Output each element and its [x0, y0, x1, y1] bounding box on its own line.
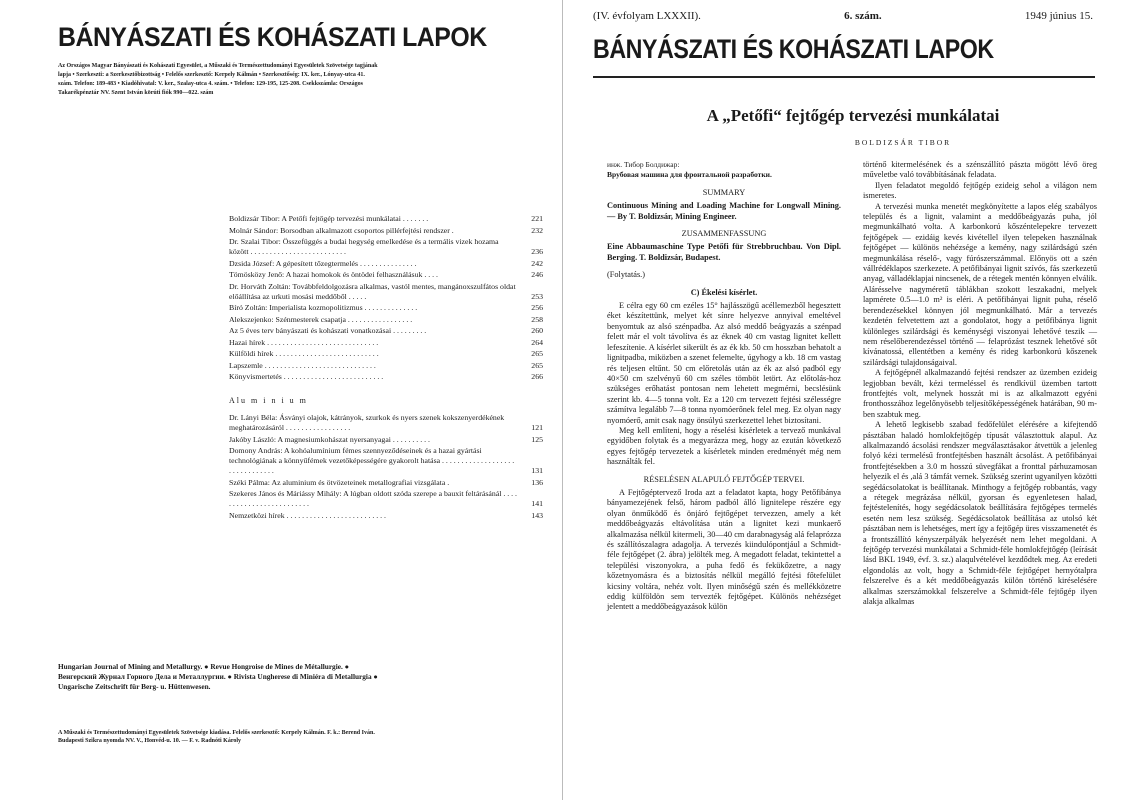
aluminium-toc-entry	[229, 435, 543, 445]
toc-entry-page: 221	[531, 214, 543, 223]
toc-entry-title: Tömösközy Jenő: A hazai homokok és öntödei felhasználásuk . . . .	[229, 270, 438, 279]
toc-entry-page: 143	[531, 510, 543, 520]
issue-date: 1949 június 15.	[1024, 10, 1093, 22]
summary-heading: SUMMARY	[702, 187, 746, 197]
zusammen-text: Eine Abbaumaschine Type Petőfi für Strebbruchbau. Von Dipl. Berging. T. Boldizsár, Budapest.	[607, 242, 841, 262]
section-res-heading: RÉSELÉSEN ALAPULÓ FEJTŐGÉP TERVEI.	[643, 474, 805, 484]
toc-entry-title: Alekszejenko: Szénmesterek csapatja . . . . . . . . . . . . . . . . .	[229, 314, 413, 324]
toc-entry	[229, 303, 543, 313]
col2-paragraph-1: Ilyen feladatot megoldó fejtőgép ezideig sehol a világon nem ismeretes.	[863, 180, 1097, 201]
toc-entry-title: Boldizsár Tibor: A Petőfi fejtőgép tervezési munkálatai . . . . . . .	[229, 214, 429, 223]
toc-entry-title: Domony András: A kohóalumínium fémes szennyeződéseinek és a hazai gyártási technológiának a könnyűfémek vezetőképességére gyakorolt hatása . . . . . . . . . . . . . . . . . . . . . . . . . . . . . . .	[229, 446, 515, 475]
toc-entry-title: Hazai hírek . . . . . . . . . . . . . . . . . . . . . . . . . . . . .	[229, 337, 379, 347]
col2-lead: történő kitermelésének és a szénszállító pászta mögött lévő öreg műveletbe való továbbításának feladata.	[863, 160, 1097, 180]
aluminium-toc-entry	[229, 446, 543, 476]
summary-text: Continuous Mining and Loading Machine for Longwall Mining. — By T. Boldizsár, Mining Engineer.	[607, 201, 841, 221]
toc-entry-page: 256	[531, 303, 543, 312]
left-page	[0, 0, 561, 800]
toc-entry	[229, 349, 543, 359]
toc-entry-page: 136	[531, 477, 543, 487]
continuation-note: (Folytatás.)	[607, 270, 646, 280]
toc-entry-page: 266	[531, 372, 543, 381]
article-author: BOLDIZSÁR TIBOR	[854, 138, 952, 147]
masthead-rule	[593, 76, 1095, 78]
russian-title: Врубовая машина для фронтальной разработки.	[607, 170, 772, 180]
col1-paragraph-3: A Fejtőgéptervező Iroda azt a feladatot kapta, hogy Petőfibánya bányamezejének felső, három padból álló lignitelepe részére egy olyan önműködő és önjáró fejtőgépet tervezzen, amely a két meddőbeágyazás eltávolítása után a lignitet kezi munkaerő alkalmazása nélkül kitermeli, 30—40 cm darabnagyság alá felaprózza és szállítószalagra adagolja. A tervezés kiindulópontjául a Schmidt-féle fejtőgépet (2. ábra) jelölték meg. A megadott feladat, tekintettel a települési viszonyokra, a puha fedő és fekükőzetre, a nagy kőzetnyomásra és a biztosítás nélkül megálló fejtési főtefelület kicsiny voltára, nehéz volt. Ilyen minőségű szén és mellékközetre eddig külföldön sem tervezték fejtőgépet. Különös nehézséget jelentett a meddőbeágyazások külön	[607, 487, 841, 612]
toc-entry-page: 265	[531, 360, 543, 370]
toc-entry-page: 264	[531, 337, 543, 347]
toc-entry-title: Dzsida József: A gépesített tőzegtermelés . . . . . . . . . . . . . . .	[229, 258, 417, 268]
article-column-1	[607, 160, 841, 613]
section-c-heading: C) Ékelési kísérlet.	[690, 287, 758, 297]
toc-entry	[229, 372, 543, 382]
russian-author: инж. Тибор Болдижар:	[607, 160, 680, 169]
toc-entry-page: 242	[531, 258, 543, 268]
page-header	[593, 10, 1093, 22]
toc-entry-page: 232	[531, 225, 543, 235]
toc-entry	[229, 226, 543, 236]
aluminium-toc-entry	[229, 511, 543, 521]
aluminium-heading: Alu m i n i u m	[229, 396, 308, 405]
toc-entry-page: 121	[531, 423, 543, 432]
toc-entry	[229, 361, 543, 371]
article-column-2	[863, 160, 1097, 607]
toc-entry-page: 236	[531, 247, 543, 256]
toc-entry	[229, 237, 543, 257]
right-masthead: BÁNYÁSZATI ÉS KOHÁSZATI LAPOK	[593, 34, 994, 64]
toc-entry	[229, 326, 543, 336]
toc-entry-title: Az 5 éves terv bányászati és kohászati vonatkozásai . . . . . . . . .	[229, 326, 427, 335]
aluminium-toc-entry	[229, 413, 543, 433]
toc-entry-title: Bíró Zoltán: Imperialista kozmopolitizmus . . . . . . . . . . . . . .	[229, 303, 418, 312]
toc-entry-title: Dr. Horváth Zoltán: Továbbfeldolgozásra alkalmas, vastól mentes, mangánoxszulfátos oldat előállítása az urkuti mosási meddőből . . . . .	[229, 281, 516, 301]
foreign-titles: Hungarian Journal of Mining and Metallurgy. ● Revue Hongroise de Mines de Métallurgie. ● Венгерский Журнал Горного Дела и Металлургии. ● Rivista Ungherese di Miniéra di Metallurgia ● Ungarische Zeitschrift für Berg- u. Hüttenwesen.	[58, 662, 378, 691]
volume-label: (IV. évfolyam LXXXII).	[593, 10, 701, 22]
article-title: A „Petőfi“ fejtőgép tervezési munkálatai	[706, 106, 1000, 125]
toc-entry-page: 265	[531, 349, 543, 358]
toc-entry	[229, 259, 543, 269]
toc-entry	[229, 315, 543, 325]
toc-entry-page: 246	[531, 270, 543, 279]
toc-entry-title: Jakóby László: A magnesiumkohászat nyersanyagai . . . . . . . . . .	[229, 434, 430, 444]
toc-entry-page: 141	[531, 499, 543, 508]
col1-paragraph-2: Meg kell említeni, hogy a réselési kísérletek a tervező munkával egyidőben folytak és a megyarázza meg, hogy az ezután következő egyes fejtőgép tervezetek a kísérletek minden eredményét még nem használták fel.	[607, 425, 841, 467]
left-footer: A Műszaki és Természettudományi Egyesületek Szövetsége kiadása. Felelős szerkesztő: Kerpely Kálmán. F. k.: Berend Iván. Budapesti Szikra nyomda NV. V., Honvéd-u. 10. — F. v. Radnóti Károly	[58, 730, 375, 744]
col1-paragraph-1: E célra egy 60 cm ezéles 15° hajlásszögű acéllemezből hegesztett éket készítettünk, melyet két sínre helyezve annyival emeltével benyomtuk az alsó szénpadba. Az alsó meddő beágyazás a szénpad felett már el volt távolítva és az éknek 40 cm vastag lignitet kellett lefeszítenie. A kísérlet sikerült és az ék kb. 50 cm hosszban behatolt a lignitpadba, miközben a szenet felemelte, úgyhogy a kb. 18 cm vastag rés teljesen eltűnt. 50 cm előretolás után az ék az alsó padból egy 40×50 cm szelvényű 60 cm széles tömböt letört. Az előtolás-hoz szükséges erőhatást pontosan nem lehetett megmérni, becslésünk szerint kb. 4—5 tonna volt. Ez a 120 cm tervezett fejtési szélességre számítva legalább 7—8 tonna nyomóerőnek felel meg. Ez olyan nagy nyomóerő, amit csak nagy önsúlyú szerkezettel lehet biztosítani.	[607, 301, 841, 425]
toc-entry-title: Molnár Sándor: Borsodban alkalmazott csoportos pillérfejtési rendszer .	[229, 225, 454, 235]
col2-paragraph-3: A fejtőgépnél alkalmazandó fejtési rendszer az üzemben ezideig legjobban bevált, kézi termeléssel és rendkívül üzemben tartott frontfejtés volt, melynek hosszát mi is az alkalmazott egyéni fronthosszához legelőnyösebb teljesítőképességének határában, 90 m-ben szabtuk meg.	[863, 368, 1097, 419]
toc-entry-title: Külföldi hírek . . . . . . . . . . . . . . . . . . . . . . . . . . .	[229, 349, 379, 358]
toc-entry-page: 131	[531, 466, 543, 475]
toc-entry	[229, 338, 543, 348]
left-masthead: BÁNYÁSZATI ÉS KOHÁSZATI LAPOK	[58, 22, 487, 52]
toc-entry-title: Dr. Szalai Tibor: Összefüggés a budai hegység emelkedése és a termális vizek hozama között . . . . . . . . . . . . . . . . . . . . . . . . .	[229, 237, 499, 256]
toc-entry	[229, 214, 543, 224]
toc-entry-title: Könyvismertetés . . . . . . . . . . . . . . . . . . . . . . . . . .	[229, 372, 384, 381]
toc-entry	[229, 270, 543, 280]
toc-entry-title: Szekeres János és Máriássy Mihály: A lúgban oldott szóda szerepe a bauxit feltárásánál . . . . . . . . . . . . . . . . . . . . . . . . .	[229, 489, 517, 508]
table-of-contents	[229, 214, 543, 522]
col2-paragraph-4: A lehető legkisebb szabad fedőfelület elérésére a kifejtendő pásztában haladó homlokfejtőgép típusát választottuk alapul. Az alkalmazandó ácsolási rendszer megválasztásakor átvettük a jelenleg folyó kézi termelésű frontfejtésben használt ácsolást. A petőfibányai frontfejtésekben a 3.0 m hosszú süvegfákat a fronttal párhuzamosan helyezik el és ,alá 3 támfát vernek. Szükség szerint ugyanilyen közötti segédácsolatokat is beállítanak. Minthogy a fejtőgép robbantás, vagy a rétegek megrázása nélkül, gyorsan és egyenletesen halad, fejtéstelenítés, hogy segédácsolatok beállítására fejtőgépes termelés esetén nem lesz szükség. Segédácsolatok beállítása az utolsó két pásztában nem is lehetséges, mert így a fejtőgép üres visszamenetét és a frontszállító kényszerpályák helyezését nem lehet megoldani. A fejtőgép tervezési munkálatai a Schmidt-féle homlokfejtőgép (leírását lásd BKL 1949, évf. 3. sz.) alaqulvételével kezdődtek meg. Az eredeti elgondolás az volt, hogy a Schmidt-féle fejtőgépet hernyótalpra felszerelve és a két meddőbeágyazás külön történő kiréselésére alkalmas szerszámokkal felszerelve a Schmidt-féle fejtőgép ilyen alakja alkalmas	[863, 420, 1097, 607]
issue-number: 6. szám.	[844, 10, 882, 22]
toc-entry-page: 125	[531, 434, 543, 444]
zusammen-heading: ZUSAMMENFASSUNG	[681, 229, 767, 239]
aluminium-toc-entry	[229, 478, 543, 488]
aluminium-toc-entry	[229, 489, 543, 509]
toc-entry-title: Széki Pálma: Az aluminium és ötvözeteinek metallografiai vizsgálata .	[229, 477, 450, 487]
toc-entry-title: Dr. Lányi Béla: Ásványi olajok, kátrányok, szurkok és nyers szenek kokszenyerdékének meghatározásáról . . . . . . . . . . . . . . . . .	[229, 413, 505, 432]
toc-entry	[229, 282, 543, 302]
toc-entry-title: Lapszemle . . . . . . . . . . . . . . . . . . . . . . . . . . . . .	[229, 360, 376, 370]
publisher-info: Az Országos Magyar Bányászati és Kohászati Egyesület, a Műszaki és Természettudományi Egyesületek Szövetsége tagjának lapja • Szerkeszti: a Szerkesztőbizottság • Felelős szerkesztő: Kerpely Kálmán • Szerkesztőség: IX. ker., Lónyay-utca 41. szám. Telefon: 189-483 • Kiadóhivatal: V. ker., Szalay-utca 4. szám. • Telefon: 129-195, 125-208. Csekkszámla: Országos Takarékpénztár NV. Szent István körúti fiók 990—022. szám	[58, 63, 378, 96]
col2-paragraph-2: A tervezési munka menetét megkönyítette a lapos elég szabályos település és a lignit, valamint a meddőbeágyazás puha, jól megmunkálható volta. A karbonkorú kőszéntelepekre tervezett fejtőgépek — ezidáig kevés kivétellel ilyen telepeken használnak fejtőgépet — különös nehézsége a kemény, nagy szilárdságú szén megmunkálása réselő-, vagy fúrószerszámmal. Előnyös ott a szén vállrédéklapos szerkezete. A petőfibányai lignit szívós, fás szerkezetű anyag, válladéklapjai nincsenek, de a rétegek mentén könnyen elválik. Alárésselve nagyméretű táblákban szokott leszakadni, melyek lapmérete 0.5—1.0 m² is eléri. A petőfibányai lignit puha, réselő berendezésekkel könnyen jól megmunkálható. Már a tervezés kezdetén felvetettem azt a gondolatot, hogy a petőfibánya lignit különleges szilárdsági és keménységi viszonyai lehetővé teszik — nem réselőberendezéssel történő — felaprózást tesznek lehetővé sőt kívánatossá, ellentétben a kemény és rideg karbonkorú kőszenek szilárdsági tulajdonságaival.	[863, 201, 1097, 367]
toc-entry-page: 258	[531, 314, 543, 324]
toc-entry-page: 253	[531, 291, 543, 301]
right-page	[562, 0, 1123, 800]
toc-entry-title: Nemzetközi hírek . . . . . . . . . . . . . . . . . . . . . . . . . .	[229, 510, 386, 520]
toc-entry-page: 260	[531, 326, 543, 335]
